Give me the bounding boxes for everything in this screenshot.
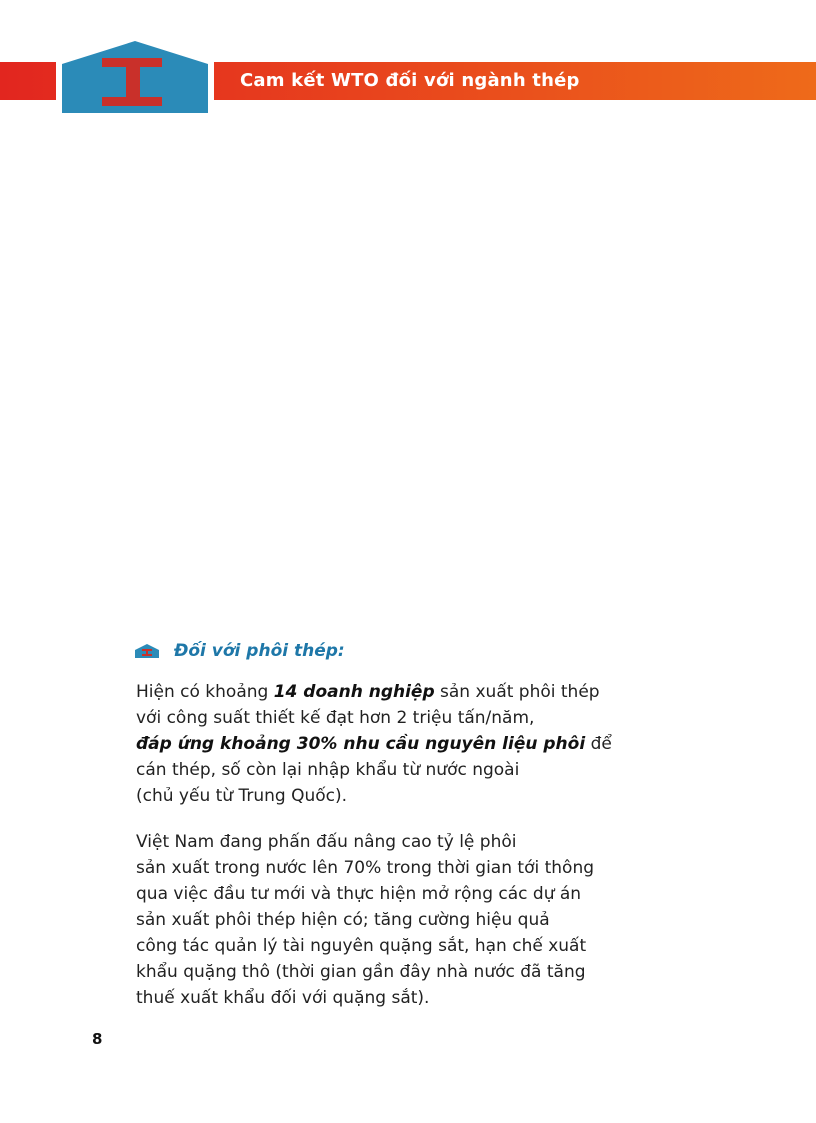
paragraph-1-line-1 bbox=[136, 679, 736, 705]
section-heading bbox=[134, 638, 345, 664]
paragraph-2-line: qua việc đầu tư mới và thực hiện mở rộng các dự án bbox=[136, 884, 582, 904]
paragraph-1 bbox=[136, 679, 736, 809]
paragraph-2-line: thuế xuất khẩu đối với quặng sắt). bbox=[136, 988, 430, 1008]
steel-beam-house-logo-icon bbox=[50, 34, 220, 120]
house-icon bbox=[134, 644, 160, 658]
paragraph-2-line: sản xuất phôi thép hiện có; tăng cường hiệu quả bbox=[136, 910, 550, 930]
page-number: 8 bbox=[92, 1030, 103, 1048]
paragraph-1-line-3 bbox=[136, 731, 736, 757]
paragraph-2-line: sản xuất trong nước lên 70% trong thời gian tới thông bbox=[136, 858, 595, 878]
paragraph-1-line-2: với công suất thiết kế đạt hơn 2 triệu tấn/năm, bbox=[136, 708, 535, 728]
text-run: Hiện có khoảng bbox=[136, 682, 274, 702]
emphasis-enterprises: 14 doanh nghiệp bbox=[273, 682, 435, 702]
paragraph-2 bbox=[136, 829, 736, 1011]
paragraph-1-line-4: cán thép, số còn lại nhập khẩu từ nước ngoài bbox=[136, 760, 520, 780]
paragraph-2-line: công tác quản lý tài nguyên quặng sắt, hạn chế xuất bbox=[136, 936, 587, 956]
text-run: để bbox=[585, 734, 612, 754]
paragraph-2-line: khẩu quặng thô (thời gian gần đây nhà nước đã tăng bbox=[136, 962, 586, 982]
text-run: sản xuất phôi thép bbox=[434, 682, 600, 702]
section-heading-text: Đối với phôi thép: bbox=[174, 641, 345, 661]
paragraph-2-line: Việt Nam đang phấn đấu nâng cao tỷ lệ phôi bbox=[136, 832, 517, 852]
paragraph-1-line-5: (chủ yếu từ Trung Quốc). bbox=[136, 786, 348, 806]
emphasis-demand: đáp ứng khoảng 30% nhu cầu nguyên liệu phôi bbox=[136, 734, 586, 754]
header-title: Cam kết WTO đối với ngành thép bbox=[240, 70, 580, 91]
